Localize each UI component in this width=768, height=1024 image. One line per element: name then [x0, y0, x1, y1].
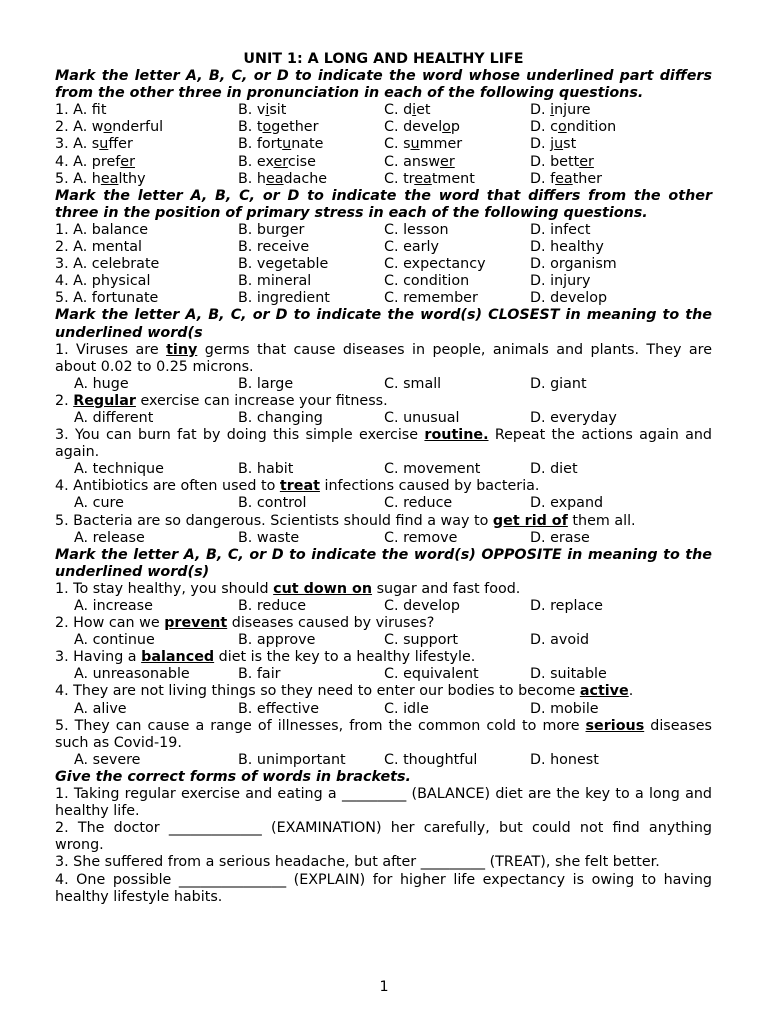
answer-options: [55, 632, 712, 649]
answer-options: [55, 495, 712, 512]
question-text: [55, 478, 712, 495]
answer-option: [238, 171, 384, 188]
answer-option: D. infect: [530, 221, 591, 238]
page-title: UNIT 1: A LONG AND HEALTHY LIFE: [243, 51, 524, 67]
answer-options: [55, 701, 712, 718]
answer-options: [55, 598, 712, 615]
option-text: mmer: [419, 136, 463, 153]
section-instruction: Mark the letter A, B, C, or D to indicate the word that differs from the other three in the position of primary stress in each of the following questions.: [55, 187, 712, 221]
question-stem: Repeat the actions again and again.: [55, 427, 713, 461]
answer-option: C. movement: [384, 461, 481, 478]
question-stem: 3. Having a: [55, 649, 142, 666]
underlined-part: er: [440, 153, 455, 170]
answer-option: A. unreasonable: [74, 666, 190, 683]
question-stem: exercise can increase your fitness.: [135, 392, 388, 409]
option-text: cise: [287, 153, 316, 170]
question-row: [55, 273, 712, 290]
answer-option: C. develop: [384, 598, 460, 614]
answer-option: [238, 119, 384, 136]
answer-option: C. reduce: [384, 495, 453, 512]
answer-option: [384, 119, 530, 136]
answer-option: [55, 171, 238, 188]
option-text: nate: [291, 136, 324, 153]
answer-option: [238, 136, 384, 153]
answer-option: B. vegetable: [238, 256, 329, 273]
answer-option: [530, 154, 594, 171]
answer-option: B. approve: [238, 632, 316, 649]
answer-option: 1. A. balance: [55, 221, 149, 238]
underlined-key-word: serious: [585, 717, 645, 734]
answer-option: [238, 102, 384, 119]
question-stem: sugar and fast food.: [372, 580, 521, 597]
page-number: 1: [379, 979, 389, 995]
underlined-key-word: prevent: [164, 615, 228, 632]
underlined-key-word: cut down on: [273, 580, 373, 597]
underlined-part: o: [262, 119, 272, 136]
question-text: [55, 427, 712, 461]
answer-option: A. technique: [74, 461, 164, 478]
answer-option: A. increase: [74, 598, 153, 614]
answer-option: [530, 119, 616, 136]
section-closest-meaning: [55, 307, 712, 546]
answer-option: D. mobile: [530, 700, 599, 717]
option-text: B. v: [238, 102, 266, 119]
underlined-part: o: [557, 119, 567, 136]
word-form-question: 1. Taking regular exercise and eating a _________ (BALANCE) diet are the key to a long and healthy life.: [55, 786, 712, 820]
section-stress: [55, 188, 712, 308]
answer-option: A. continue: [74, 632, 155, 649]
answer-option: B. waste: [238, 529, 300, 546]
answer-option: [55, 119, 238, 136]
answer-option: D. diet: [530, 461, 578, 478]
option-text: 1. A. f: [55, 102, 101, 119]
question-stem: .: [628, 683, 634, 700]
question-row: [55, 171, 712, 188]
underlined-part: o: [103, 119, 113, 136]
answer-option: B. changing: [238, 409, 323, 426]
option-text: tment: [431, 170, 475, 187]
answer-option: B. habit: [238, 461, 294, 478]
underlined-part: u: [410, 136, 420, 153]
question-row: [55, 154, 712, 171]
option-text: lthy: [118, 170, 146, 187]
underlined-part: u: [282, 136, 292, 153]
answer-option: C. unusual: [384, 409, 460, 426]
option-text: B. h: [238, 170, 266, 187]
answer-options: [55, 376, 712, 393]
question-stem: 2.: [55, 392, 74, 409]
answer-option: [384, 171, 530, 188]
question-stem: germs that cause diseases in people, animals and plants. They are about 0.02 to 0.25 microns.: [55, 341, 712, 375]
answer-option: B. control: [238, 495, 307, 512]
answer-option: C. idle: [384, 700, 429, 717]
answer-option: D. erase: [530, 529, 590, 546]
answer-option: [384, 136, 530, 153]
underlined-part: ea: [100, 170, 119, 187]
answer-option: C. equivalent: [384, 666, 479, 683]
answer-option: A. huge: [74, 375, 129, 392]
answer-option: A. severe: [74, 751, 141, 768]
answer-option: C. remove: [384, 529, 458, 546]
option-text: C. d: [384, 102, 413, 119]
question-text: [55, 615, 712, 632]
answer-option: D. suitable: [530, 666, 607, 683]
underlined-part: u: [99, 136, 109, 153]
answer-option: B. effective: [238, 700, 320, 717]
underlined-key-word: get rid of: [492, 512, 568, 529]
option-text: 4. A. pref: [55, 153, 121, 170]
question-text: [55, 683, 712, 700]
word-form-question: 4. One possible _______________ (EXPLAIN) for higher life expectancy is owing to having healthy lifestyle habits.: [55, 871, 712, 905]
question-stem: 5. Bacteria are so dangerous. Scientists should find a way to: [55, 512, 493, 529]
section-word-forms: [55, 769, 712, 906]
answer-option: [530, 136, 576, 153]
answer-option: [530, 171, 602, 188]
question-text: [55, 393, 712, 410]
option-text: p: [450, 119, 460, 136]
option-text: D.: [530, 102, 551, 119]
question-stem: diseases such as Covid-19.: [55, 717, 712, 751]
underlined-part: u: [554, 136, 564, 153]
answer-option: B. large: [238, 375, 294, 392]
answer-option: C. early: [384, 239, 439, 256]
underlined-part: er: [120, 153, 135, 170]
answer-options: [55, 666, 712, 683]
answer-option: B. reduce: [238, 598, 307, 614]
answer-option: D. healthy: [530, 239, 604, 256]
underlined-part: ea: [555, 170, 573, 187]
section-instruction: Mark the letter A, B, C, or D to indicate the word(s) OPPOSITE in meaning to the underlined word(s): [55, 546, 712, 580]
answer-option: C. remember: [384, 290, 478, 307]
question-text: [55, 718, 712, 752]
option-text: nderful: [112, 119, 164, 136]
option-text: 5. A. h: [55, 170, 101, 187]
option-text: D. c: [530, 119, 558, 136]
answer-option: D. develop: [530, 290, 608, 307]
answer-option: D. honest: [530, 751, 599, 768]
section-instruction: Mark the letter A, B, C, or D to indicate the word whose underlined part differs from the other three in pronunciation in each of the following questions.: [55, 68, 712, 102]
underlined-part: i: [550, 102, 555, 119]
answer-option: D. replace: [530, 598, 603, 614]
answer-option: A. cure: [74, 495, 124, 512]
option-text: B. ex: [238, 153, 274, 170]
section-instruction: Give the correct forms of words in brackets.: [55, 768, 411, 785]
option-text: sit: [269, 102, 287, 119]
section-pronunciation: [55, 68, 712, 188]
question-stem: diseases caused by viruses?: [227, 615, 435, 632]
underlined-key-word: active: [579, 683, 629, 700]
question-text: [55, 581, 712, 598]
answer-option: [55, 136, 238, 153]
option-text: C. s: [384, 136, 411, 153]
answer-option: D. injury: [530, 273, 591, 290]
option-text: D. bett: [530, 153, 580, 170]
answer-option: A. different: [74, 409, 154, 426]
answer-option: C. small: [384, 375, 442, 392]
question-row: [55, 290, 712, 307]
underlined-key-word: Regular: [73, 392, 136, 409]
question-stem: 2. How can we: [55, 615, 165, 632]
option-text: D. f: [530, 170, 556, 187]
section-opposite-meaning: [55, 547, 712, 769]
answer-option: [238, 154, 384, 171]
option-text: 3. A. s: [55, 136, 100, 153]
option-text: ffer: [108, 136, 133, 153]
question-stem: them all.: [567, 512, 636, 529]
question-row: [55, 222, 712, 239]
option-text: gether: [271, 119, 319, 136]
answer-options: [55, 752, 712, 769]
option-text: et: [416, 102, 431, 119]
section-instruction: Mark the letter A, B, C, or D to indicate the word(s) CLOSEST in meaning to the underlined word(s: [55, 307, 712, 341]
worksheet-page: [55, 51, 712, 906]
option-text: B. t: [238, 119, 263, 136]
answer-option: D. organism: [530, 256, 617, 273]
underlined-key-word: treat: [279, 478, 320, 495]
answer-option: C. thoughtful: [384, 751, 478, 768]
question-stem: 4. Antibiotics are often used to: [55, 478, 280, 495]
answer-option: D. avoid: [530, 632, 590, 649]
option-text: t: [100, 102, 107, 119]
question-stem: 1. Viruses are: [55, 341, 167, 358]
answer-options: [55, 530, 712, 547]
answer-option: C. expectancy: [384, 256, 486, 273]
option-text: st: [563, 136, 577, 153]
option-text: B. fort: [238, 136, 283, 153]
answer-option: 2. A. mental: [55, 239, 142, 256]
underlined-key-word: tiny: [166, 341, 198, 358]
answer-option: A. release: [74, 529, 145, 546]
answer-option: C. condition: [384, 273, 470, 290]
question-row: [55, 239, 712, 256]
answer-option: B. receive: [238, 239, 310, 256]
word-form-question: 2. The doctor _____________ (EXAMINATION) her carefully, but could not find anything wrong.: [55, 820, 712, 854]
option-text: dache: [283, 170, 328, 187]
question-text: [55, 513, 712, 530]
underlined-part: o: [442, 119, 451, 136]
question-row: [55, 119, 712, 136]
answer-option: D. everyday: [530, 409, 617, 426]
answer-option: B. burger: [238, 221, 305, 238]
option-text: C. answ: [384, 153, 441, 170]
question-row: [55, 256, 712, 273]
question-text: [55, 649, 712, 666]
answer-option: B. fair: [238, 666, 281, 683]
answer-option: 5. A. fortunate: [55, 290, 159, 307]
question-text: [55, 342, 712, 376]
question-stem: 3. You can burn fat by doing this simple exercise: [55, 427, 425, 444]
answer-option: [384, 154, 530, 171]
underlined-part: ea: [265, 170, 284, 187]
answer-option: A. alive: [74, 700, 127, 717]
question-row: [55, 136, 712, 153]
underlined-key-word: balanced: [141, 649, 215, 666]
option-text: 2. A. w: [55, 119, 104, 136]
answer-option: C. support: [384, 632, 458, 649]
underlined-part: er: [579, 153, 594, 170]
answer-option: B. ingredient: [238, 290, 330, 307]
underlined-part: ea: [414, 170, 432, 187]
answer-option: C. lesson: [384, 221, 449, 238]
answer-option: 3. A. celebrate: [55, 256, 160, 273]
answer-option: B. unimportant: [238, 751, 346, 768]
question-stem: infections caused by bacteria.: [319, 478, 540, 495]
question-stem: 1. To stay healthy, you should: [55, 580, 274, 597]
option-text: njure: [554, 102, 591, 119]
answer-option: D. expand: [530, 495, 604, 512]
underlined-part: i: [265, 102, 270, 119]
option-text: D. j: [530, 136, 555, 153]
option-text: ndition: [566, 119, 617, 136]
option-text: ther: [572, 170, 603, 187]
option-text: C. devel: [384, 119, 443, 136]
answer-option: [384, 102, 530, 119]
underlined-part: er: [273, 153, 288, 170]
answer-option: D. giant: [530, 375, 587, 392]
answer-options: [55, 461, 712, 478]
question-stem: diet is the key to a healthy lifestyle.: [214, 649, 476, 666]
answer-options: [55, 410, 712, 427]
answer-option: 4. A. physical: [55, 273, 151, 290]
question-stem: 4. They are not living things so they need to enter our bodies to become: [55, 683, 580, 700]
answer-option: [55, 102, 238, 119]
answer-option: [530, 102, 591, 119]
answer-option: [55, 154, 238, 171]
question-stem: 5. They can cause a range of illnesses, from the common cold to more: [55, 717, 586, 734]
word-form-question: 3. She suffered from a serious headache, but after _________ (TREAT), she felt better.: [55, 854, 660, 871]
underlined-part: i: [412, 102, 417, 119]
answer-option: B. mineral: [238, 273, 312, 290]
question-row: [55, 102, 712, 119]
option-text: C. tr: [384, 170, 415, 187]
underlined-key-word: routine.: [424, 427, 489, 444]
